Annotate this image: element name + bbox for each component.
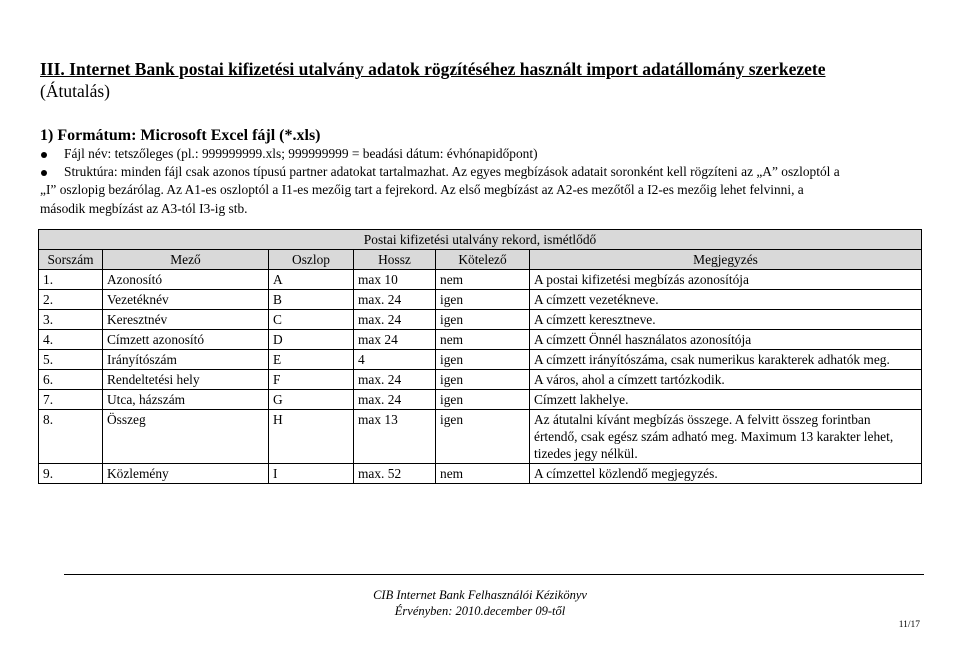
cell-note: Címzett lakhelye. <box>530 390 922 410</box>
bullet-icon <box>41 170 47 176</box>
table-caption: Postai kifizetési utalvány rekord, ismétlődő <box>39 230 922 250</box>
cell-length: 4 <box>354 350 436 370</box>
table-row <box>39 310 922 330</box>
page-title <box>40 58 920 102</box>
cell-required: nem <box>436 270 530 290</box>
bullet-continuation: „I” oszlopig bezárólag. Az A1-es oszloptól a I1-es mezőig tart a fejrekord. Az első megbízást az A2-es mezőtől a I2-es mezőig lehet felvinni, a <box>40 182 804 198</box>
cell-length: max. 24 <box>354 390 436 410</box>
column-header-mezo: Mező <box>103 250 269 270</box>
record-table <box>38 229 922 484</box>
cell-required: igen <box>436 310 530 330</box>
table-row <box>39 350 922 370</box>
cell-field: Vezetéknév <box>103 290 269 310</box>
table-row <box>39 290 922 310</box>
cell-column: B <box>269 290 354 310</box>
format-heading: 1) Formátum: Microsoft Excel fájl (*.xls) <box>40 127 321 144</box>
cell-length: max. 24 <box>354 310 436 330</box>
table-row <box>39 464 922 484</box>
column-header-megjegyzes: Megjegyzés <box>530 250 922 270</box>
cell-note: A város, ahol a címzett tartózkodik. <box>530 370 922 390</box>
cell-column: H <box>269 410 354 464</box>
cell-column: I <box>269 464 354 484</box>
cell-length: max. 52 <box>354 464 436 484</box>
cell-column: G <box>269 390 354 410</box>
column-header-sorszam: Sorszám <box>39 250 103 270</box>
cell-column: F <box>269 370 354 390</box>
cell-required: igen <box>436 370 530 390</box>
page-number: 11/17 <box>898 620 920 630</box>
cell-column: C <box>269 310 354 330</box>
cell-required: igen <box>436 350 530 370</box>
bullet-text: Fájl név: tetszőleges (pl.: 999999999.xls; 999999999 = beadási dátum: évhónapidőpont) <box>64 146 538 161</box>
footer-manual-title: CIB Internet Bank Felhasználói Kézikönyv <box>373 588 587 602</box>
cell-field: Utca, házszám <box>103 390 269 410</box>
table-row <box>39 410 922 464</box>
section-title: III. Internet Bank postai kifizetési utalvány adatok rögzítéséhez használt import adatállomány szerkezete <box>40 59 826 79</box>
column-header-kotelezo: Kötelező <box>436 250 530 270</box>
section-subtitle: (Átutalás) <box>40 81 110 101</box>
cell-no: 1. <box>39 270 103 290</box>
table-row <box>39 370 922 390</box>
bullet-text: Struktúra: minden fájl csak azonos típusú partner adatokat tartalmazhat. Az egyes megbízások adatait soronként kell rögzíteni az „A” oszloptól a <box>64 164 840 180</box>
cell-note: A postai kifizetési megbízás azonosítója <box>530 270 922 290</box>
bullet-continuation: második megbízást az A3-tól I3-ig stb. <box>40 200 248 216</box>
bullet-icon <box>41 152 47 158</box>
cell-field: Rendeltetési hely <box>103 370 269 390</box>
cell-length: max 10 <box>354 270 436 290</box>
column-header-oszlop: Oszlop <box>269 250 354 270</box>
cell-note: A címzett Önnél használatos azonosítója <box>530 330 922 350</box>
cell-required: igen <box>436 410 530 464</box>
cell-no: 3. <box>39 310 103 330</box>
cell-note: Az átutalni kívánt megbízás összege. A felvitt összeg forintban értendő, csak egész szám adható meg. Maximum 13 karakter lehet, tizedes jegy nélkül. <box>530 410 922 464</box>
cell-note: A címzett keresztneve. <box>530 310 922 330</box>
cell-field: Címzett azonosító <box>103 330 269 350</box>
format-bullet-list <box>40 145 925 218</box>
cell-field: Összeg <box>103 410 269 464</box>
cell-required: igen <box>436 390 530 410</box>
cell-column: E <box>269 350 354 370</box>
cell-note: A címzettel közlendő megjegyzés. <box>530 464 922 484</box>
column-header-hossz: Hossz <box>354 250 436 270</box>
cell-required: nem <box>436 330 530 350</box>
cell-no: 7. <box>39 390 103 410</box>
cell-no: 6. <box>39 370 103 390</box>
cell-note: A címzett vezetékneve. <box>530 290 922 310</box>
cell-field: Közlemény <box>103 464 269 484</box>
cell-note: A címzett irányítószáma, csak numerikus karakterek adhatók meg. <box>530 350 922 370</box>
cell-required: nem <box>436 464 530 484</box>
footer-divider <box>64 574 924 575</box>
cell-length: max. 24 <box>354 290 436 310</box>
cell-no: 8. <box>39 410 103 464</box>
cell-required: igen <box>436 290 530 310</box>
list-item <box>40 145 925 163</box>
cell-field: Keresztnév <box>103 310 269 330</box>
cell-no: 4. <box>39 330 103 350</box>
cell-length: max. 24 <box>354 370 436 390</box>
table-row <box>39 390 922 410</box>
cell-length: max 24 <box>354 330 436 350</box>
list-item <box>40 163 925 181</box>
footer-validity: Érvényben: 2010.december 09-től <box>394 604 566 618</box>
cell-no: 5. <box>39 350 103 370</box>
table-row <box>39 270 922 290</box>
list-item <box>40 181 925 199</box>
cell-no: 2. <box>39 290 103 310</box>
cell-column: A <box>269 270 354 290</box>
cell-column: D <box>269 330 354 350</box>
table-row <box>39 330 922 350</box>
cell-no: 9. <box>39 464 103 484</box>
cell-field: Azonosító <box>103 270 269 290</box>
cell-length: max 13 <box>354 410 436 464</box>
cell-field: Irányítószám <box>103 350 269 370</box>
list-item <box>40 200 925 218</box>
